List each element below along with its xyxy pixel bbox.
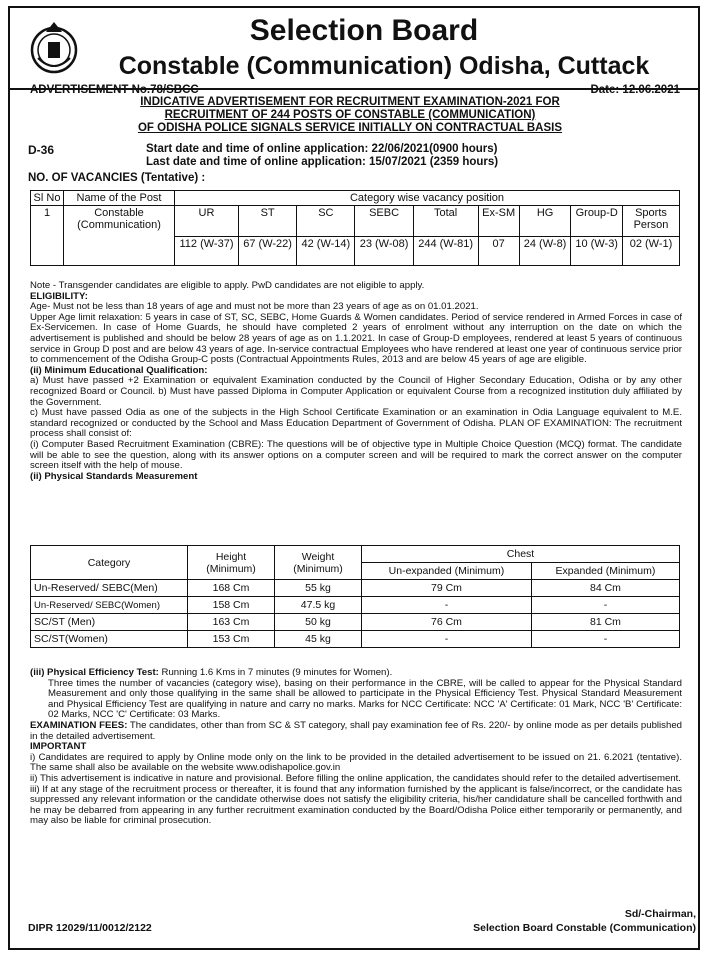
table-row [31,614,680,631]
ad-code: D-36 [28,143,55,157]
dipr-number: DIPR 12029/11/0012/2122 [28,922,152,934]
important-heading: IMPORTANT [30,741,87,753]
column-header: UR [175,206,239,237]
sl-no-cell: 1 [31,206,64,266]
important-item: i) Candidates are required to apply by Online mode only on the link to be provided in the detailed advertisement to be issued on 21. 6.2021 (tentative). The same shall also be available on the website www.odishapolice.gov.in [30,751,682,774]
eligibility-heading: ELIGIBILITY: [30,290,88,302]
vacancy-cell: 24 (W-8) [519,237,571,266]
phys-cell: - [531,631,679,648]
phys-cell: 50 kg [275,614,362,631]
phys-cell: Un-Reserved/ SEBC(Men) [31,580,188,597]
unexpanded-header: Un-expanded (Minimum) [362,563,532,580]
vacancy-cell: 07 [478,237,519,266]
column-header: SC [297,206,355,237]
vacancy-cell: 02 (W-1) [623,237,680,266]
weight-header: Weight (Minimum) [275,546,362,580]
phys-cell: 84 Cm [531,580,679,597]
table-row [31,206,680,237]
phys-cell: 81 Cm [531,614,679,631]
phys-cell: 55 kg [275,580,362,597]
cbre-text: (i) Computer Based Recruitment Examination (CBRE): The questions will be of objective type in Multiple Choice Question (MCQ) format. The candidate will be able to see the question, along with its answer options on a computer screen and will be required to mark the correct answer on the computer screen itself with the help of mouse. [30,438,682,472]
table-row [31,597,680,614]
phys-cell: - [531,597,679,614]
phys-cell: 47.5 kg [275,597,362,614]
vacancy-cell: 23 (W-08) [355,237,413,266]
advertisement-date: Date: 12.06.2021 [590,84,680,96]
phys-cell: - [362,597,532,614]
fees-label: EXAMINATION FEES: [30,719,128,731]
pet-label: (iii) Physical Efficiency Test: [30,667,159,678]
sl-no-header: Sl No [31,191,64,206]
category-header: Category wise vacancy position [175,191,680,206]
post-cell: Constable (Communication) [64,206,175,266]
column-header: Ex-SM [478,206,519,237]
expanded-header: Expanded (Minimum) [531,563,679,580]
phys-cell: 76 Cm [362,614,532,631]
heading-line-1: INDICATIVE ADVERTISEMENT FOR RECRUITMENT EXAMINATION-2021 FOR [140,96,560,108]
column-header: Total [413,206,478,237]
start-date: Start date and time of online application: 22/06/2021(0900 hours) [146,143,498,155]
board-subtitle: Constable (Communication) Odisha, Cuttack [118,52,650,80]
vacancy-table [30,190,680,266]
column-header: SEBC [355,206,413,237]
phys-cell: 168 Cm [188,580,275,597]
education-text-a: a) Must have passed +2 Examination or equivalent Examination conducted by the Council of Higher Secondary Education, Odisha or by any other recognized Board or Council. b) Must have passed Diploma in Computer Application or equivalent Course from a recognized institution duly affiliated by the Government. [30,375,682,408]
important-item: iii) If at any stage of the recruitment process or thereafter, it is found that any information furnished by the applicant is false/incorrect, or the candidate has suppressed any relevant information or the candidate otherwise does not satisfy the eligibility criteria, his/her candidature shall be cancelled forthwith and he may be debarred from appearing in any further recruitment examination conducted by the Board/Odisha Police either temporarily or permanently, and may also be liable for criminal prosecution. [30,783,682,827]
phys-cell: SC/ST (Men) [31,614,188,631]
pet-text: Running 1.6 Kms in 7 minutes (9 minutes for Women). [158,667,393,678]
column-header: ST [238,206,296,237]
important-item: ii) This advertisement is indicative in nature and provisional. Before filling the online application, the candidates should refer to the detailed advertisement. [30,772,681,784]
table-row [31,546,680,563]
category-header: Category [31,546,188,580]
age-relaxation-text: Upper Age limit relaxation: 5 years in case of ST, SC, SEBC, Home Guards & Women candidates. Period of service rendered in Armed Forces in case of Ex-Servicemen. In case of Home Guards, he should have completed 2 years of enrolment without any interruption on the date on which the advertisement is published and should be below 28 years of age as on 1.1.2021. In case of Group-D employees, rendered at least 5 years of continuous service in Group D post and are below 43 years of age. In-service contractual Employees who have rendered at least one year of continuous service prior to commencement of the Odisha Group-C posts (Contractual Appointments Rules, 2013 and are below 45 years of age are eligible. [30,311,682,366]
pet-line [30,668,682,679]
education-text-c: c) Must have passed Odia as one of the subjects in the High School Certificate Examination or an examination in Odia Language equivalent to M.E. standard recognized or conducted by the School and Mass Education Department of Government of Odisha. PLAN OF EXAMINATION: The recruitment process shall consist of: [30,407,682,440]
physical-standards-table [30,545,680,648]
advertisement-number-line [30,84,680,96]
column-header: HG [519,206,571,237]
header [10,8,698,90]
phys-cell: - [362,631,532,648]
table-row [31,631,680,648]
age-text: Age- Must not be less than 18 years of age and must not be more than 23 years of age as on 01.01.2021. [30,301,479,313]
last-date: Last date and time of online application: 15/07/2021 (2359 hours) [146,156,499,168]
phys-cell: 79 Cm [362,580,532,597]
vacancy-cell: 67 (W-22) [238,237,296,266]
bottom-section [30,668,682,827]
heading-line-3: OF ODISHA POLICE SIGNALS SERVICE INITIALLY ON CONTRACTUAL BASIS [137,122,563,134]
height-header: Height (Minimum) [188,546,275,580]
advertisement-number: ADVERTISEMENT No.78/SBCC [30,84,199,96]
post-header: Name of the Post [64,191,175,206]
vacancy-cell: 42 (W-14) [297,237,355,266]
column-header: Group-D [571,206,623,237]
phys-cell: 158 Cm [188,597,275,614]
phys-cell: 153 Cm [188,631,275,648]
advertisement-heading [70,96,630,135]
pet-detail: Three times the number of vacancies (category wise), basing on their performance in the CBRE, will be called to appear for the Physical Standard Measurement and only those qualifying in the same shall be allowed to participate in the Physical Efficiency Test. Physical Standard Measurement and Physical Efficiency Test are qualifying in nature and carry no marks. Marks for NCC Certificate: NCC 'A' Certificate: 01 Mark, NCC 'B' Certificate: 02 Marks, NCC 'C' Certificate: 03 Marks. [48,677,682,721]
phys-cell: Un-Reserved/ SEBC(Women) [31,597,188,614]
table-row [31,580,680,597]
chest-header: Chest [362,546,680,563]
phys-cell: 163 Cm [188,614,275,631]
physical-standards-heading: (ii) Physical Standards Measurement [30,470,198,482]
phys-cell: 45 kg [275,631,362,648]
vacancy-cell: 112 (W-37) [175,237,239,266]
vacancy-cell: 10 (W-3) [571,237,623,266]
fees-line [30,721,682,742]
phys-cell: SC/ST(Women) [31,631,188,648]
heading-line-2: RECRUITMENT OF 244 POSTS OF CONSTABLE (COMMUNICATION) [164,109,536,121]
note-text: Note - Transgender candidates are eligible to apply. PwD candidates are not eligible to apply. [30,280,425,291]
eligibility-section [30,281,682,482]
board-title: Selection Board [249,14,479,47]
signatory-office: Selection Board Constable (Communication) [473,922,696,934]
column-header: Sports Person [623,206,680,237]
table-row [31,191,680,206]
fees-text: The candidates, other than from SC & ST category, shall pay examination fee of Rs. 220/- by online mode as per details published in the detailed advertisement. [30,719,682,742]
vacancy-cell: 244 (W-81) [413,237,478,266]
signature: Sd/-Chairman, [624,908,696,920]
application-dates [146,143,498,169]
education-heading: (ii) Minimum Educational Qualification: [30,364,208,376]
vacancies-label: NO. OF VACANCIES (Tentative) : [28,172,206,184]
